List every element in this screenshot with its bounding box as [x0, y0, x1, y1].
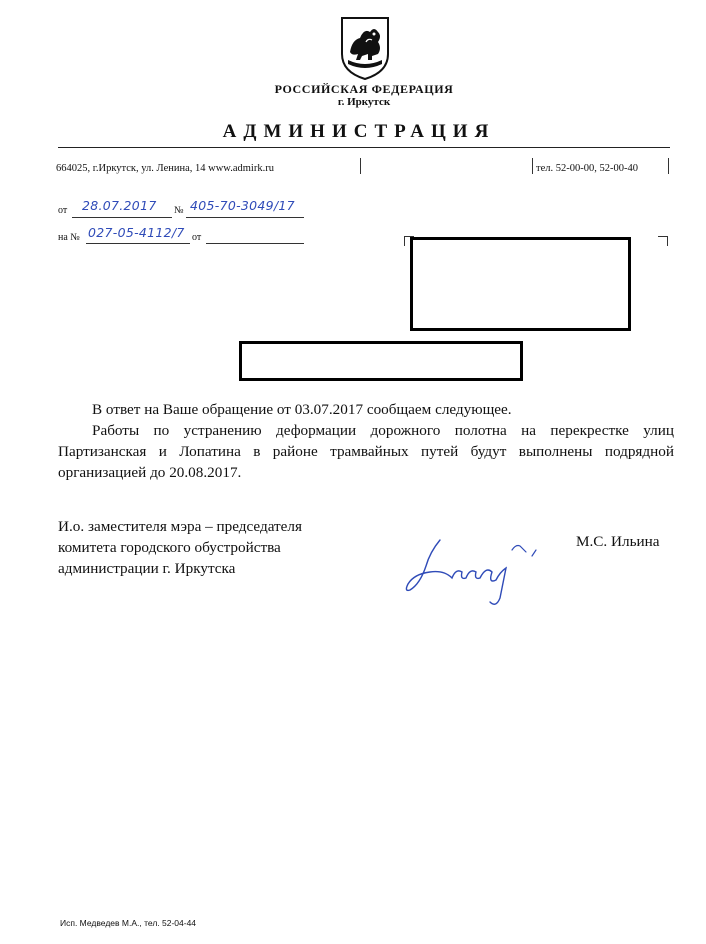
- reply-number-underline: [86, 243, 190, 244]
- body-paragraph: Работы по устранению деформации дорожного полотна на перекрестке улиц Партизанская и Лопатина в районе трамвайных путей будут выполнены подрядной организацией до 20.08.2017.: [58, 422, 674, 481]
- corner-mark-right: [658, 236, 668, 246]
- handwritten-reply-number: 027-05-4112/7: [88, 225, 185, 240]
- position-line: И.о. заместителя мэра – председателя: [58, 518, 302, 535]
- handwritten-number: 405-70-3049/17: [190, 198, 295, 213]
- date-underline: [72, 217, 172, 218]
- number-underline: [186, 217, 304, 218]
- executor-info: Исп. Медведев М.А., тел. 52-04-44: [60, 918, 197, 928]
- number-label: №: [174, 205, 184, 216]
- signatory-name: М.С. Ильина: [576, 533, 660, 550]
- signatory-position: [58, 516, 302, 579]
- header-divider: [58, 147, 670, 148]
- reply-date-underline: [206, 243, 304, 244]
- handwritten-date: 28.07.2017: [82, 198, 157, 213]
- letter-body: [58, 399, 674, 483]
- redacted-recipient-box: [410, 237, 631, 331]
- redacted-salutation-box: [239, 341, 523, 381]
- body-paragraph: В ответ на Ваше обращение от 03.07.2017 сообщаем следующее.: [92, 401, 512, 418]
- position-line: комитета городского обустройства: [58, 539, 281, 556]
- country-name: РОССИЙСКАЯ ФЕДЕРАЦИЯ: [274, 82, 454, 96]
- phone-right-tick: [668, 158, 669, 174]
- reply-number-label: на №: [58, 232, 80, 243]
- address-line: 664025, г.Иркутск, ул. Ленина, 14 www.admirk.ru: [56, 163, 274, 174]
- organization-title: АДМИНИСТРАЦИЯ: [222, 121, 496, 142]
- date-label: от: [58, 205, 68, 216]
- city-name: г. Иркутск: [337, 96, 391, 108]
- address-right-tick: [360, 158, 361, 174]
- reply-date-label: от: [192, 232, 202, 243]
- handwritten-signature: [400, 522, 540, 612]
- phone-line: тел. 52-00-00, 52-00-40: [536, 163, 638, 174]
- phone-left-tick: [532, 158, 533, 174]
- position-line: администрации г. Иркутска: [58, 560, 236, 577]
- irkutsk-coat-of-arms-icon: [338, 14, 392, 82]
